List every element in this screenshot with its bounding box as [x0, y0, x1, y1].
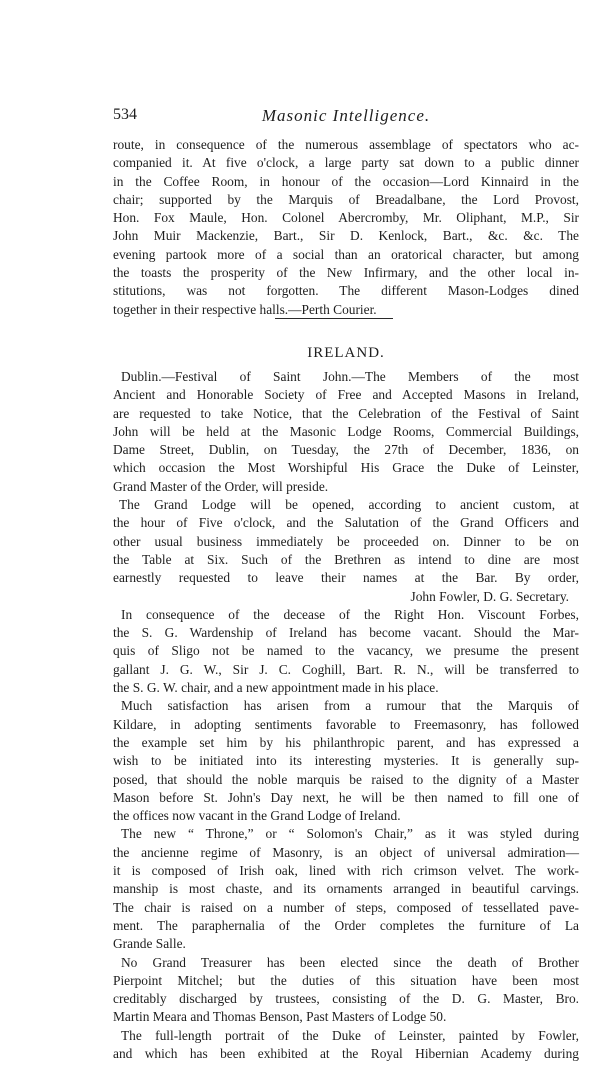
- text-line: gallant J. G. W., Sir J. C. Coghill, Bart. R. N., will be transferred to: [113, 661, 579, 677]
- text-line: the hour of Five o'clock, and the Salutation of the Grand Officers and: [113, 515, 579, 531]
- text-line: Kildare, in adopting sentiments favorable to Freemasonry, has followed: [113, 716, 579, 732]
- section-heading-ireland: IRELAND.: [307, 345, 385, 361]
- text-line: Hon. Fox Maule, Hon. Colonel Abercromby, Mr. Oliphant, M.P., Sir: [113, 210, 579, 226]
- text-line: together in their respective halls.—Perth Courier.: [113, 301, 377, 317]
- text-line: In consequence of the decease of the Right Hon. Viscount Forbes,: [121, 606, 579, 622]
- text-line: Much satisfaction has arisen from a rumour that the Marquis of: [121, 698, 579, 714]
- text-line: and which has been exhibited at the Royal Hibernian Academy during: [113, 1045, 579, 1061]
- running-title: Masonic Intelligence.: [261, 106, 431, 125]
- text-line: the Table at Six. Such of the Brethren as intend to dine are most: [113, 551, 579, 567]
- text-line: it is composed of Irish oak, lined with rich crimson velvet. The work-: [113, 863, 579, 879]
- text-line: the offices now vacant in the Grand Lodge of Ireland.: [113, 808, 401, 824]
- text-line: Mason before St. John's Day next, he will be then named to fill one of: [113, 789, 579, 805]
- perth-continuation-paragraph: [113, 136, 579, 319]
- text-line: companied it. At five o'clock, a large party sat down to a public dinner: [113, 155, 579, 171]
- text-line: Pierpoint Mitchel; but the duties of this situation have been most: [113, 972, 579, 988]
- text-line: the example set him by his philanthropic parent, and has expressed a: [113, 734, 579, 750]
- text-line: chair; supported by the Marquis of Breadalbane, the Lord Provost,: [113, 191, 579, 207]
- text-line: the ancienne regime of Masonry, is an object of universal admiration—: [113, 844, 579, 860]
- text-line: in the Coffee Room, in honour of the occasion—Lord Kinnaird in the: [113, 173, 579, 189]
- ireland-section-body: [113, 368, 579, 1063]
- text-line: the S. G. W. chair, and a new appointment made in his place.: [113, 680, 439, 696]
- text-line: are requested to take Notice, that the Celebration of the Festival of Saint: [113, 405, 579, 421]
- text-line: Grande Salle.: [113, 936, 186, 952]
- text-line: The chair is raised on a number of steps, composed of tessellated pave-: [113, 899, 579, 915]
- text-line: the S. G. Wardenship of Ireland has become vacant. Should the Mar-: [113, 625, 579, 641]
- page-number: 534: [113, 106, 137, 123]
- text-line: earnestly requested to leave their names at the Bar. By order,: [113, 570, 579, 586]
- text-line: quis of Sligo not be named to the vacancy, we presume the present: [113, 643, 579, 659]
- text-line: route, in consequence of the numerous assemblage of spectators who ac-: [113, 137, 579, 152]
- text-line: The new “ Throne,” or “ Solomon's Chair,” as it was styled during: [121, 826, 579, 842]
- text-line: other usual business immediately be proceeded on. Dinner to be on: [113, 533, 579, 549]
- text-line: No Grand Treasurer has been elected since the death of Brother: [121, 954, 579, 970]
- text-line: The full-length portrait of the Duke of Leinster, painted by Fowler,: [121, 1027, 579, 1043]
- section-divider-rule: [275, 318, 393, 319]
- text-line: ment. The paraphernalia of the Order completes the furniture of La: [113, 917, 579, 933]
- text-line: Dame Street, Dublin, on Tuesday, the 27th of December, 1836, on: [113, 442, 579, 458]
- text-line: the toasts the prosperity of the New Infirmary, and the other local in-: [113, 265, 579, 281]
- running-head: [113, 106, 579, 126]
- text-line: evening partook more of a social than an oratorical character, but among: [113, 246, 579, 262]
- text-line: stitutions, was not forgotten. The different Mason-Lodges dined: [113, 283, 579, 299]
- text-line: wish to be initiated into its interesting mysteries. It is generally sup-: [113, 753, 579, 769]
- text-line: Grand Master of the Order, will preside.: [113, 478, 329, 494]
- text-line: John Muir Mackenzie, Bart., Sir D. Kenlock, Bart., &c. &c. The: [113, 228, 579, 244]
- text-line: Dublin.—Festival of Saint John.—The Members of the most: [121, 369, 579, 384]
- text-line: John will be held at the Masonic Lodge Rooms, Commercial Buildings,: [113, 423, 579, 439]
- text-line: creditably discharged by trustees, consisting of the D. G. Master, Bro.: [113, 991, 579, 1007]
- text-line: Ancient and Honorable Society of Free and Accepted Masons in Ireland,: [113, 387, 579, 403]
- text-line: posed, that should the noble marquis be raised to the dignity of a Master: [113, 771, 579, 787]
- text-line: which occasion the Most Worshipful His Grace the Duke of Leinster,: [113, 460, 579, 476]
- text-line: The Grand Lodge will be opened, according to ancient custom, at: [119, 497, 579, 513]
- signature-line: John Fowler, D. G. Secretary.: [410, 588, 569, 604]
- text-line: Martin Meara and Thomas Benson, Past Masters of Lodge 50.: [113, 1009, 447, 1025]
- text-line: manship is most chaste, and its ornaments arranged in beautiful carvings.: [113, 881, 579, 897]
